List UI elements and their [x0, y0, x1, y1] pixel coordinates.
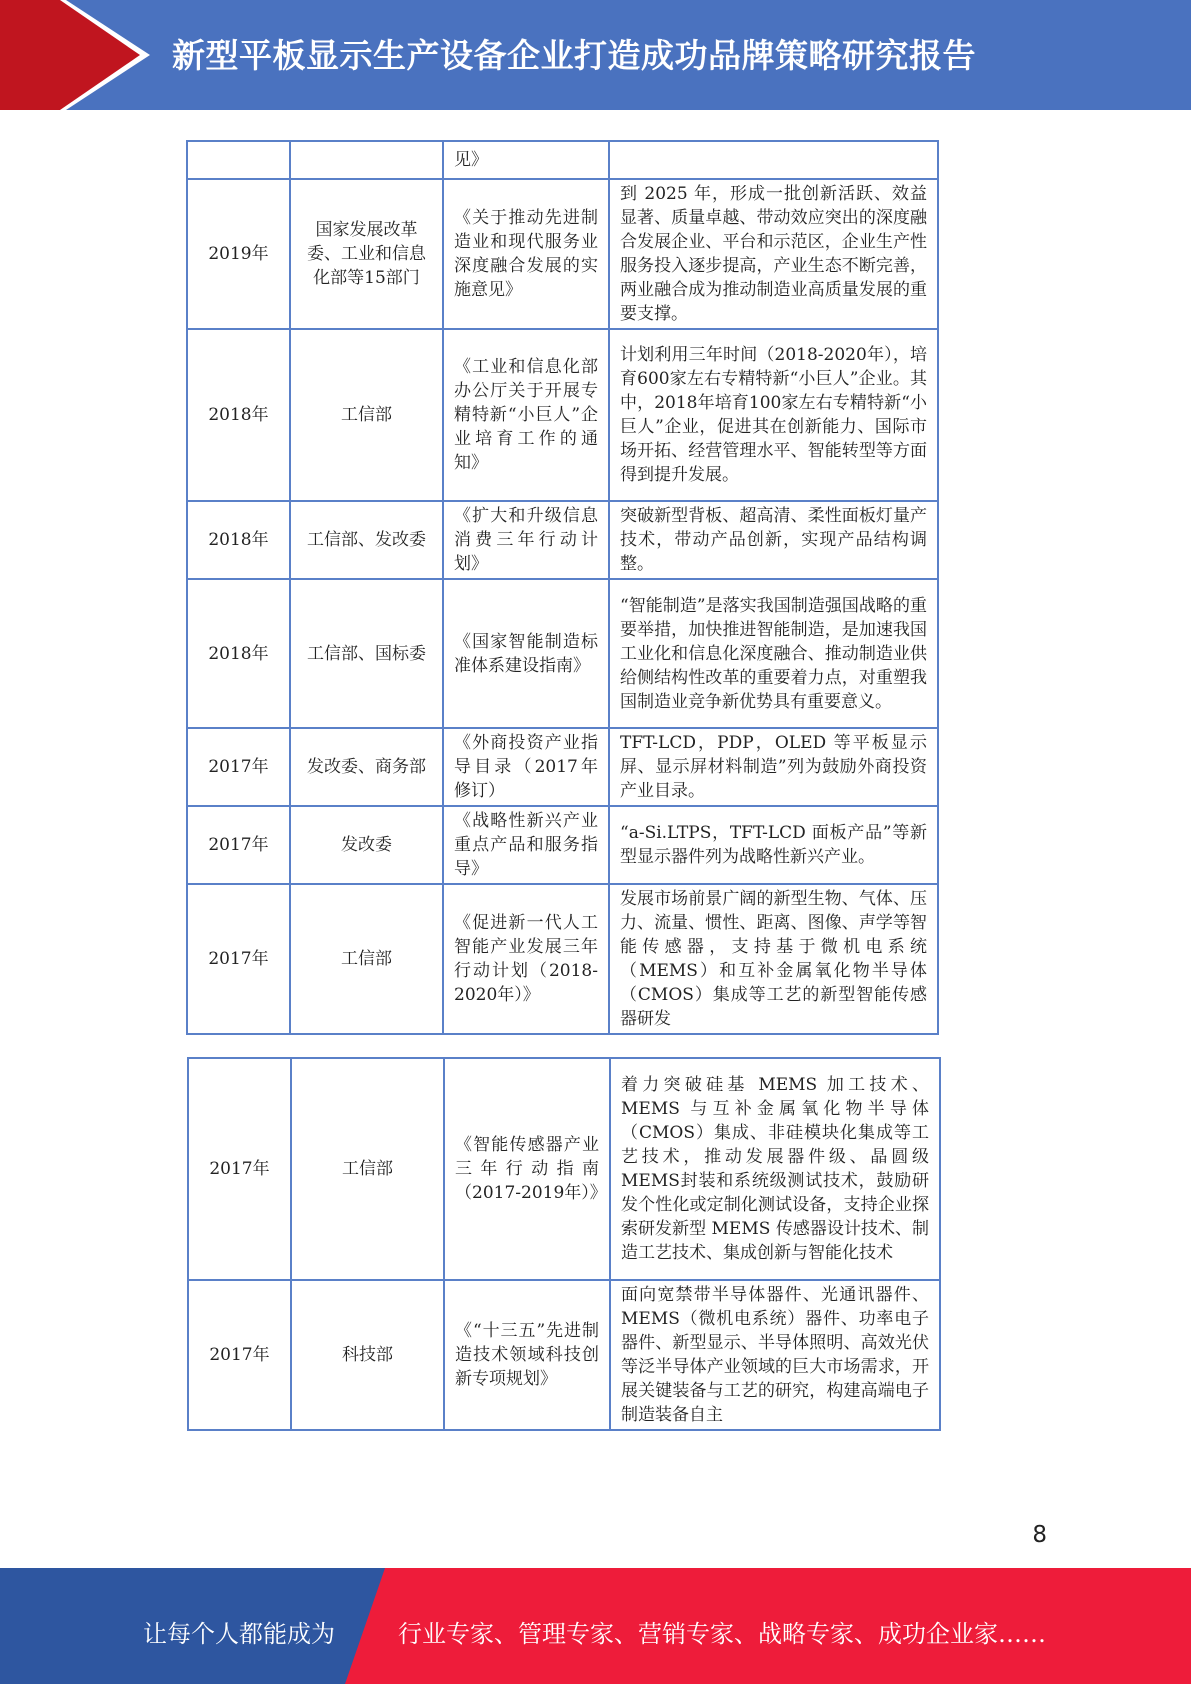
policy-table-1: [186, 140, 939, 1035]
year-cell: 2019年: [187, 179, 290, 329]
table-row: [187, 329, 938, 501]
document-cell: 《扩大和升级信息消费三年行动计划》: [443, 501, 609, 579]
table-row: [187, 884, 938, 1034]
year-cell: 2018年: [187, 501, 290, 579]
year-cell: [187, 141, 290, 179]
year-cell: 2017年: [187, 884, 290, 1034]
department-cell: 发改委、商务部: [290, 728, 443, 806]
content-cell: 计划利用三年时间（2018-2020年），培育600家左右专精特新“小巨人”企业。其中，2018年培育100家左右专精特新“小巨人”企业，促进其在创新能力、国际市场开拓、经营管理水平、智能转型等方面得到提升发展。: [609, 329, 938, 501]
year-cell: 2017年: [188, 1280, 291, 1430]
table-row: [187, 728, 938, 806]
table-row: [187, 579, 938, 728]
footer-slogan-left: 让每个人都能成为: [143, 1620, 335, 1648]
document-cell: 《“十三五”先进制造技术领域科技创新专项规划》: [444, 1280, 610, 1430]
report-title: 新型平板显示生产设备企业打造成功品牌策略研究报告: [172, 36, 976, 75]
year-cell: 2018年: [187, 579, 290, 728]
year-cell: 2018年: [187, 329, 290, 501]
department-cell: [290, 141, 443, 179]
content-cell: [609, 141, 938, 179]
table-row: [187, 806, 938, 884]
document-cell: 《关于推动先进制造业和现代服务业深度融合发展的实施意见》: [443, 179, 609, 329]
document-cell: 《战略性新兴产业重点产品和服务指导》: [443, 806, 609, 884]
year-cell: 2017年: [187, 728, 290, 806]
table-row: [187, 501, 938, 579]
department-cell: 工信部: [290, 329, 443, 501]
content-cell: “智能制造”是落实我国制造强国战略的重要举措，加快推进智能制造，是加速我国工业化和信息化深度融合、推动制造业供给侧结构性改革的重要着力点，对重塑我国制造业竞争新优势具有重要意义。: [609, 579, 938, 728]
year-cell: 2017年: [187, 806, 290, 884]
content-cell: 着力突破硅基 MEMS 加工技术、MEMS 与互补金属氧化物半导体（CMOS）集成、非硅模块化集成等工艺技术，推动发展器件级、晶圆级MEMS封装和系统级测试技术，鼓励研发个性化或定制化测试设备，支持企业探索研发新型 MEMS 传感器设计技术、制造工艺技术、集成创新与智能化技术: [610, 1058, 940, 1280]
document-cell: 见》: [443, 141, 609, 179]
document-cell: 《工业和信息化部办公厅关于开展专精特新“小巨人”企业培育工作的通知》: [443, 329, 609, 501]
department-cell: 工信部、发改委: [290, 501, 443, 579]
content-cell: 到 2025 年，形成一批创新活跃、效益显著、质量卓越、带动效应突出的深度融合发展企业、平台和示范区，企业生产性服务投入逐步提高，产业生态不断完善，两业融合成为推动制造业高质量发展的重要支撑。: [609, 179, 938, 329]
content-cell: “a-Si.LTPS，TFT-LCD 面板产品”等新型显示器件列为战略性新兴产业。: [609, 806, 938, 884]
content-cell: 突破新型背板、超高清、柔性面板灯量产技术，带动产品创新，实现产品结构调整。: [609, 501, 938, 579]
department-cell: 科技部: [291, 1280, 444, 1430]
policy-table-2: [187, 1057, 941, 1431]
footer-slogan-right: 行业专家、管理专家、营销专家、战略专家、成功企业家……: [398, 1620, 1046, 1648]
content-cell: 发展市场前景广阔的新型生物、气体、压力、流量、惯性、距离、图像、声学等智能传感器，支持基于微机电系统（MEMS）和互补金属氧化物半导体（CMOS）集成等工艺的新型智能传感器研发: [609, 884, 938, 1034]
department-cell: 国家发展改革委、工业和信息化部等15部门: [290, 179, 443, 329]
year-cell: 2017年: [188, 1058, 291, 1280]
content-cell: TFT-LCD，PDP，OLED 等平板显示屏、显示屏材料制造”列为鼓励外商投资产业目录。: [609, 728, 938, 806]
department-cell: 工信部: [291, 1058, 444, 1280]
document-cell: 《外商投资产业指导目录（2017年修订）: [443, 728, 609, 806]
page-header: [0, 0, 1191, 110]
page-number: 8: [1032, 1522, 1047, 1548]
department-cell: 工信部、国标委: [290, 579, 443, 728]
document-cell: 《智能传感器产业三年行动指南（2017-2019年）》: [444, 1058, 610, 1280]
table-row: [188, 1280, 940, 1430]
page-footer: [0, 1568, 1191, 1684]
department-cell: 工信部: [290, 884, 443, 1034]
document-cell: 《国家智能制造标准体系建设指南》: [443, 579, 609, 728]
table-row: [187, 179, 938, 329]
content-cell: 面向宽禁带半导体器件、光通讯器件、MEMS（微机电系统）器件、功率电子器件、新型显示、半导体照明、高效光伏等泛半导体产业领域的巨大市场需求，开展关键装备与工艺的研究，构建高端电子制造装备自主: [610, 1280, 940, 1430]
department-cell: 发改委: [290, 806, 443, 884]
table-row: [187, 141, 938, 179]
chevron-arrow-icon: [0, 0, 160, 110]
table-row: [188, 1058, 940, 1280]
document-cell: 《促进新一代人工智能产业发展三年行动计划（2018-2020年）》: [443, 884, 609, 1034]
